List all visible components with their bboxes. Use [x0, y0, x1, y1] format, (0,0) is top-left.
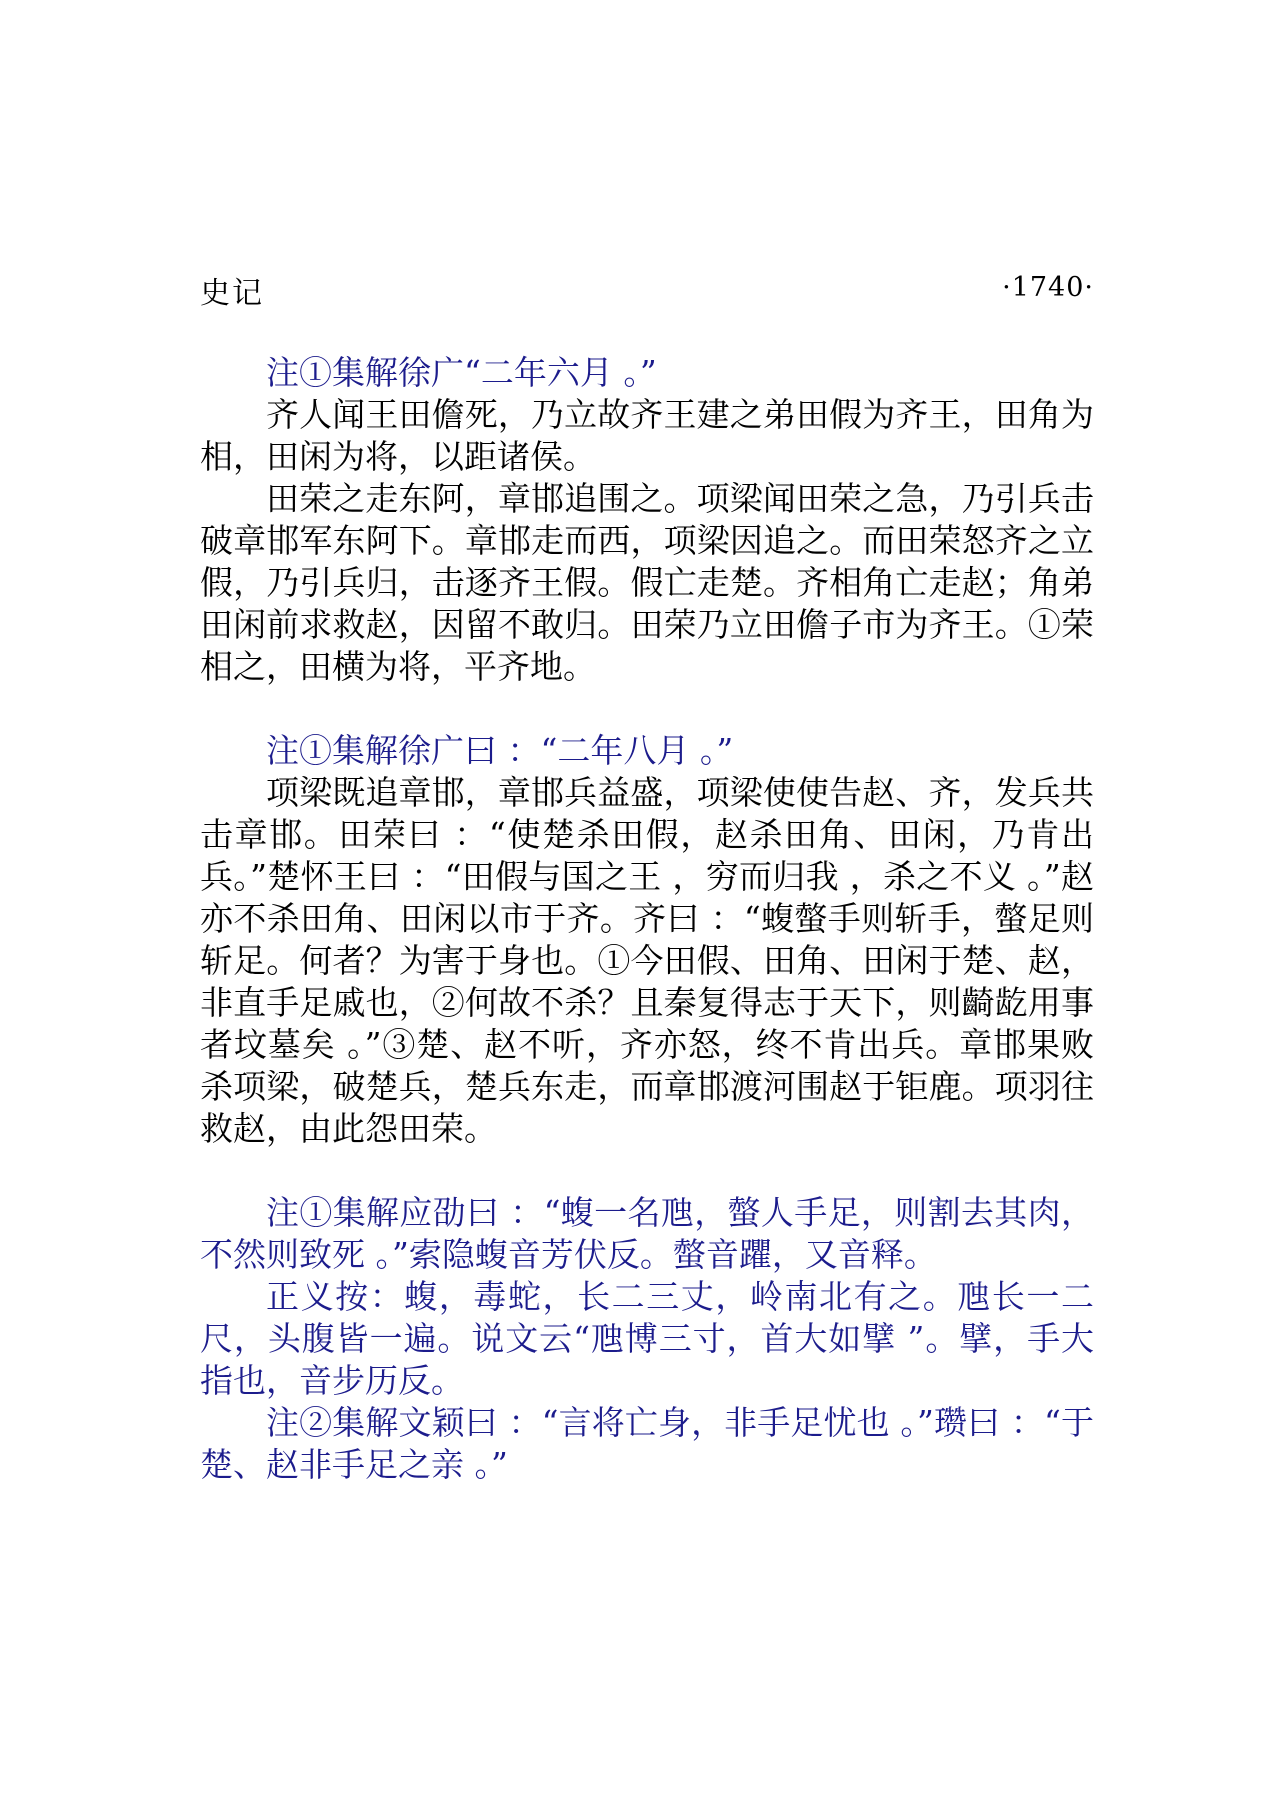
book-title: 史记	[200, 276, 264, 311]
page-number: ·1740·	[1002, 272, 1094, 303]
annotation-paragraph: 注①集解应劭曰 ：“蝮一名虺，螫人手足，则割去其肉，不然则致死 。”索隐蝮音芳伏反。螫音躣，又音释。	[200, 1193, 1094, 1274]
body-text	[200, 352, 1094, 1486]
annotation-paragraph: 注①集解徐广“二年六月 。”	[266, 353, 657, 392]
annotation-paragraph: 注②集解文颖曰 ：“言将亡身，非手足忧也 。”瓒曰 ：“于楚、赵非手足之亲 。”	[200, 1403, 1094, 1484]
main-text-paragraph: 田荣之走东阿，章邯追围之。项梁闻田荣之急，乃引兵击破章邯军东阿下。章邯走而西，项梁因追之。而田荣怒齐之立假，乃引兵归，击逐齐王假。假亡走楚。齐相角亡走赵；角弟田闲前求救赵，因留不敢归。田荣乃立田儋子市为齐王。①荣相之，田横为将，平齐地。	[200, 479, 1094, 686]
annotation-paragraph: 正义按：蝮，毒蛇，长二三丈，岭南北有之。虺长一二尺，头腹皆一遍。说文云“虺博三寸，首大如擘 ”。擘，手大指也，音步历反。	[200, 1277, 1094, 1400]
running-header	[200, 268, 1094, 311]
main-text-paragraph: 项梁既追章邯，章邯兵益盛，项梁使使告赵、齐，发兵共击章邯。田荣曰 ：“使楚杀田假，赵杀田角、田闲，乃肯出兵。”楚怀王曰 ：“田假与国之王 ，穷而归我 ，杀之不义 。”赵亦不杀田角、田闲以市于齐。齐曰 ：“蝮螫手则斩手，螫足则斩足。何者？为害于身也。①今田假、田角、田闲于楚、赵，非直手足戚也，②何故不杀？且秦复得志于天下，则齮龁用事者坟墓矣 。”③楚、赵不听，齐亦怒，终不肯出兵。章邯果败杀项梁，破楚兵，楚兵东走，而章邯渡河围赵于钜鹿。项羽往救赵，由此怨田荣。	[200, 773, 1094, 1148]
main-text-paragraph: 齐人闻王田儋死，乃立故齐王建之弟田假为齐王，田角为相，田闲为将，以距诸侯。	[200, 395, 1094, 476]
annotation-paragraph: 注①集解徐广曰 ：“二年八月 。”	[266, 731, 734, 770]
